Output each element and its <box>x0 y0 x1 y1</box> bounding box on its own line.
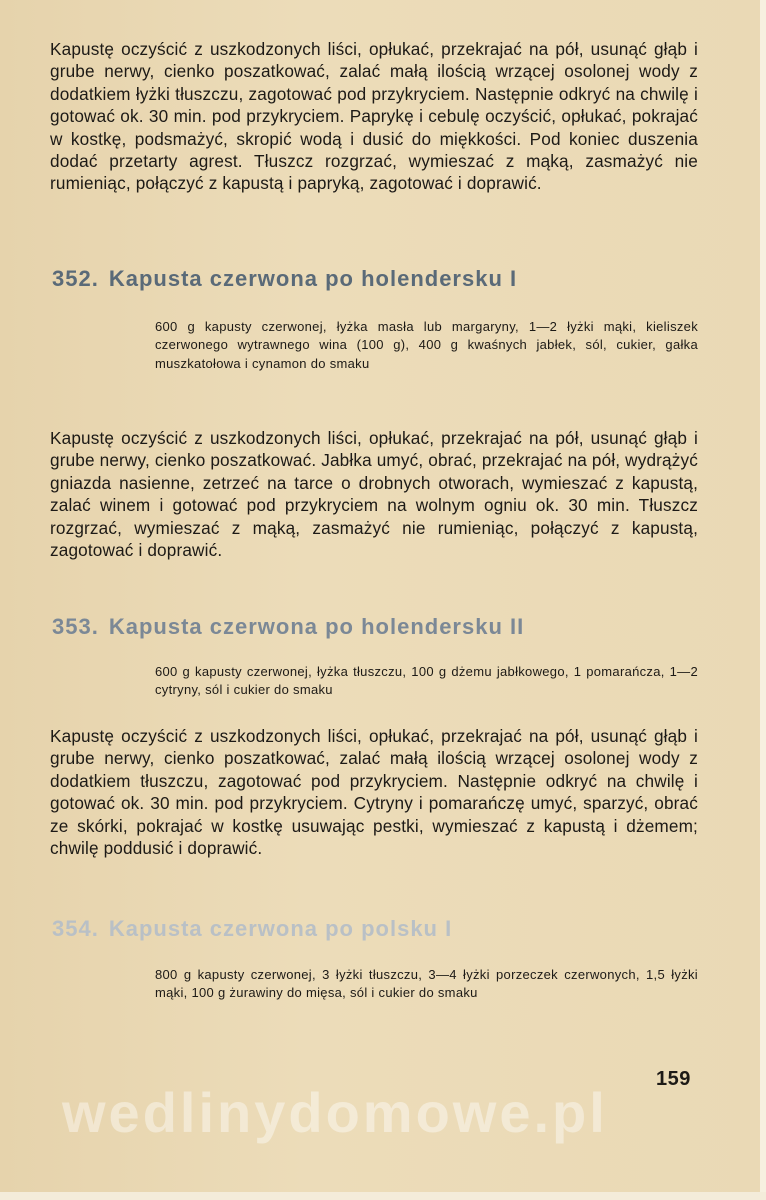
recipe-354-title: Kapusta czerwona po polsku I <box>108 916 453 941</box>
recipe-352-ingredients: 600 g kapusty czerwonej, łyżka masła lub margaryny, 1—2 łyżki mąki, kieliszek czerwonego wytrawnego wina (100 g), 400 g kwaśnych jabłek, sól, cukier, gałka muszkatołowa i cynamon do smaku <box>155 319 698 371</box>
page-edge <box>760 0 766 1200</box>
recipe-354-heading <box>52 916 452 942</box>
page-number: 159 <box>656 1068 691 1090</box>
recipe-354-ingredients: 800 g kapusty czerwonej, 3 łyżki tłuszczu, 3—4 łyżki porzeczek czerwonych, 1,5 łyżki mąki, 100 g żurawiny do mięsa, sól i cukier do smaku <box>155 967 698 1001</box>
recipe-353-instructions: Kapustę oczyścić z uszkodzonych liści, opłukać, przekrajać na pół, usunąć głąb i grube nerwy, cienko poszatkować, zalać małą ilością wrzącej osolonej wody z dodatkiem tłuszczu, zagotować pod przykryciem. Następnie odkryć na chwilę i gotować ok. 30 min. pod przykryciem. Cytryny i pomarańczę umyć, sparzyć, obrać ze skórki, pokrajać w kostkę usuwając pestki, wymieszać z kapustą i dżemem; chwilę poddusić i doprawić. <box>50 726 698 859</box>
recipe-353-heading <box>52 614 524 640</box>
recipe-351-instructions: Kapustę oczyścić z uszkodzonych liści, opłukać, przekrajać na pół, usunąć głąb i grube nerwy, cienko poszatkować, zalać małą ilością wrzącej osolonej wody z dodatkiem łyżki tłuszczu, zagotować pod przykryciem. Następnie odkryć na chwilę i gotować ok. 30 min. pod przykryciem. Paprykę i cebulę oczyścić, opłukać, pokrajać w kostkę, podsmażyć, skropić wodą i dusić do miękkości. Pod koniec duszenia dodać przetarty agrest. Tłuszcz rozgrzać, wymieszać z mąką, zasmażyć nie rumieniąc, połączyć z kapustą i papryką, zagotować i doprawić. <box>50 39 698 194</box>
recipe-353-ingredients: 600 g kapusty czerwonej, łyżka tłuszczu, 100 g dżemu jabłkowego, 1 pomarańcza, 1—2 cytryny, sól i cukier do smaku <box>155 664 698 698</box>
recipe-354-number: 354. <box>52 916 99 941</box>
recipe-352-number: 352. <box>52 266 99 291</box>
recipe-353-title: Kapusta czerwona po holendersku II <box>108 614 525 639</box>
page-bottom-edge <box>0 1192 766 1200</box>
recipe-352-heading <box>52 266 517 292</box>
recipe-352-title: Kapusta czerwona po holendersku I <box>108 266 518 291</box>
recipe-352-instructions: Kapustę oczyścić z uszkodzonych liści, opłukać, przekrajać na pół, usunąć głąb i grube nerwy, cienko poszatkować. Jabłka umyć, obrać, przekrajać na pół, wydrążyć gniazda nasienne, zetrzeć na tarce o drobnych otworach, wymieszać z kapustą, zalać winem i gotować pod przykryciem na wolnym ogniu ok. 30 min. Tłuszcz rozgrzać, wymieszać z mąką, zasmażyć nie rumieniąc, połączyć z kapustą, zagotować i doprawić. <box>50 428 698 561</box>
watermark: wedlinydomowe.pl <box>62 1081 608 1144</box>
recipe-353-number: 353. <box>52 614 99 639</box>
